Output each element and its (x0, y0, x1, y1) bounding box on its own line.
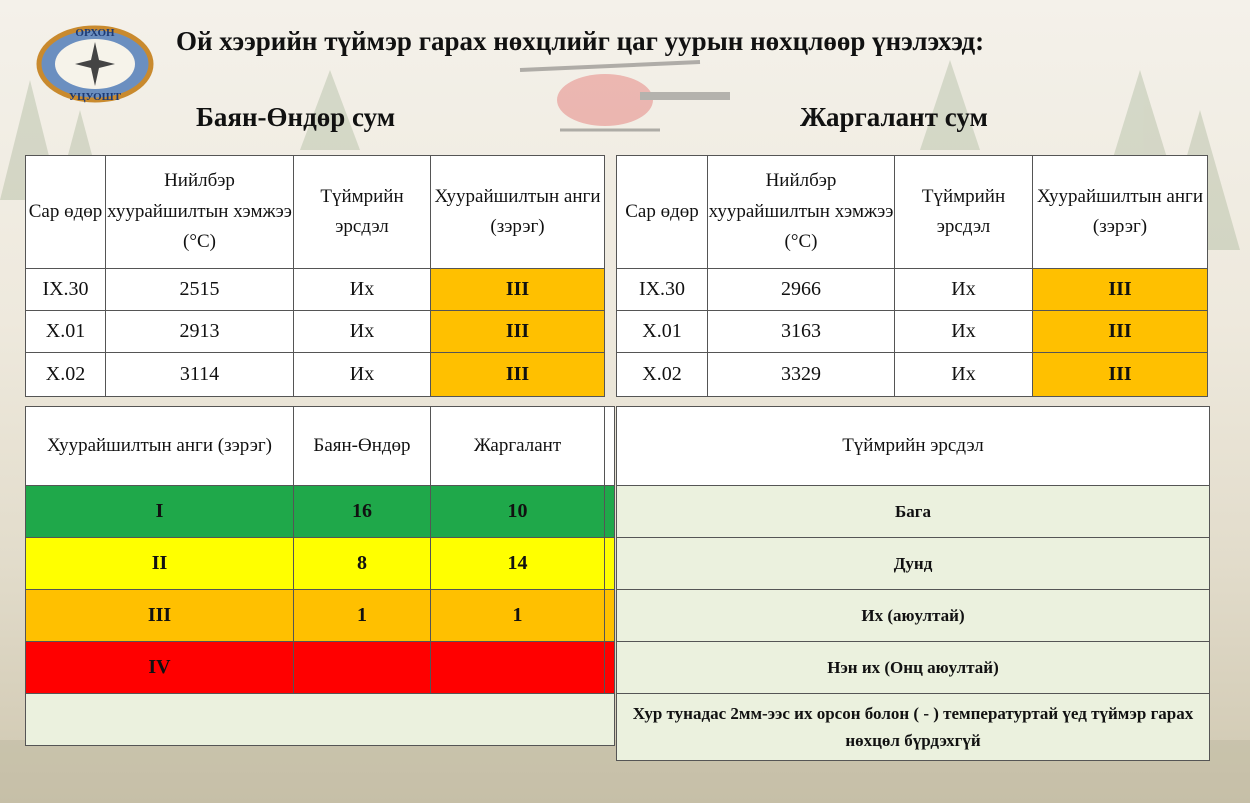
risk-cell: Их (294, 269, 431, 311)
risk-level-cell: Дунд (617, 538, 1210, 590)
class-cell: III (1033, 269, 1208, 311)
risk-cell: Их (895, 311, 1033, 353)
bayan-ondor-title: Баян-Өндөр сум (196, 102, 396, 132)
table-row (26, 311, 605, 353)
risk-cell: Их (294, 353, 431, 397)
table-row (617, 590, 1210, 642)
jargalant-count-cell (431, 642, 605, 694)
sum-cell: 2913 (106, 311, 294, 353)
class-cell: I (26, 486, 294, 538)
header-dryness-sum: Нийлбэр хуурайшилтын хэмжээ (°C) (106, 156, 294, 269)
sum-cell: 3329 (708, 353, 895, 397)
header-jargalant: Жаргалант (431, 407, 605, 486)
bayan-count-cell: 16 (294, 486, 431, 538)
risk-cell: Их (895, 353, 1033, 397)
jargalant-table (616, 155, 1208, 397)
date-cell: X.01 (617, 311, 708, 353)
spacer-cell (605, 538, 615, 590)
header-dryness-class: Хуурайшилтын анги (зэрэг) (26, 407, 294, 486)
svg-text:УЦУОШТ: УЦУОШТ (68, 91, 122, 103)
class-cell: III (1033, 353, 1208, 397)
jargalant-count-cell: 14 (431, 538, 605, 590)
date-cell: IX.30 (26, 269, 106, 311)
bayan-count-cell: 8 (294, 538, 431, 590)
header-fire-risk: Түймрийн эрсдэл (617, 407, 1210, 486)
date-cell: X.01 (26, 311, 106, 353)
table-row (617, 694, 1210, 761)
header-dryness-class: Хуурайшилтын анги (зэрэг) (1033, 156, 1208, 269)
header-dryness-class: Хуурайшилтын анги (зэрэг) (431, 156, 605, 269)
class-cell: III (431, 269, 605, 311)
bayan-ondor-table (25, 155, 605, 397)
table-row (26, 353, 605, 397)
class-cell: II (26, 538, 294, 590)
orkhon-logo (35, 22, 155, 104)
table-row (26, 642, 615, 694)
jargalant-count-cell: 10 (431, 486, 605, 538)
table-row (617, 353, 1208, 397)
risk-level-cell: Бага (617, 486, 1210, 538)
sum-cell: 3114 (106, 353, 294, 397)
risk-cell: Их (294, 311, 431, 353)
header-row (617, 407, 1210, 486)
class-cell: IV (26, 642, 294, 694)
table-row (617, 269, 1208, 311)
class-cell: III (1033, 311, 1208, 353)
table-row (26, 269, 605, 311)
table-row (26, 486, 615, 538)
jargalant-count-cell: 1 (431, 590, 605, 642)
sum-cell: 2515 (106, 269, 294, 311)
risk-level-cell: Нэн их (Онц аюултай) (617, 642, 1210, 694)
jargalant-title: Жаргалант сум (800, 102, 988, 132)
sum-cell: 3163 (708, 311, 895, 353)
risk-level-cell: Их (аюултай) (617, 590, 1210, 642)
spacer-cell (605, 590, 615, 642)
table-row (617, 486, 1210, 538)
date-cell: X.02 (617, 353, 708, 397)
header-row (26, 156, 605, 269)
header-row (617, 156, 1208, 269)
table-row (617, 311, 1208, 353)
date-cell: IX.30 (617, 269, 708, 311)
page-title: Ой хээрийн түймэр гарах нөхцлийг цаг уурын нөхцлөөр үнэлэхэд: (176, 26, 985, 56)
spacer-cell (605, 642, 615, 694)
bayan-count-cell: 1 (294, 590, 431, 642)
empty-note-cell (26, 694, 615, 746)
header-fire-risk: Түймрийн эрсдэл (294, 156, 431, 269)
header-dryness-sum: Нийлбэр хуурайшилтын хэмжээ (°C) (708, 156, 895, 269)
sum-cell: 2966 (708, 269, 895, 311)
table-row (617, 642, 1210, 694)
date-cell: X.02 (26, 353, 106, 397)
header-fire-risk: Түймрийн эрсдэл (895, 156, 1033, 269)
table-row (26, 590, 615, 642)
class-cell: III (26, 590, 294, 642)
fire-risk-legend-table (616, 406, 1210, 761)
precipitation-note-cell: Хур тунадас 2мм-ээс их орсон болон ( - ) температуртай үед түймэр гарах нөхцөл бүрдэхгүй (617, 694, 1210, 761)
table-row (617, 538, 1210, 590)
dryness-class-summary-table (25, 406, 615, 746)
table-row (26, 538, 615, 590)
table-row (26, 694, 615, 746)
header-bayan-ondor: Баян-Өндөр (294, 407, 431, 486)
spacer-cell (605, 407, 615, 486)
bayan-count-cell (294, 642, 431, 694)
svg-text:ОРХОН: ОРХОН (75, 27, 115, 39)
risk-cell: Их (895, 269, 1033, 311)
header-date: Сар өдөр (26, 156, 106, 269)
header-row (26, 407, 615, 486)
spacer-cell (605, 486, 615, 538)
class-cell: III (431, 311, 605, 353)
class-cell: III (431, 353, 605, 397)
helicopter-icon (520, 62, 730, 130)
header-date: Сар өдөр (617, 156, 708, 269)
